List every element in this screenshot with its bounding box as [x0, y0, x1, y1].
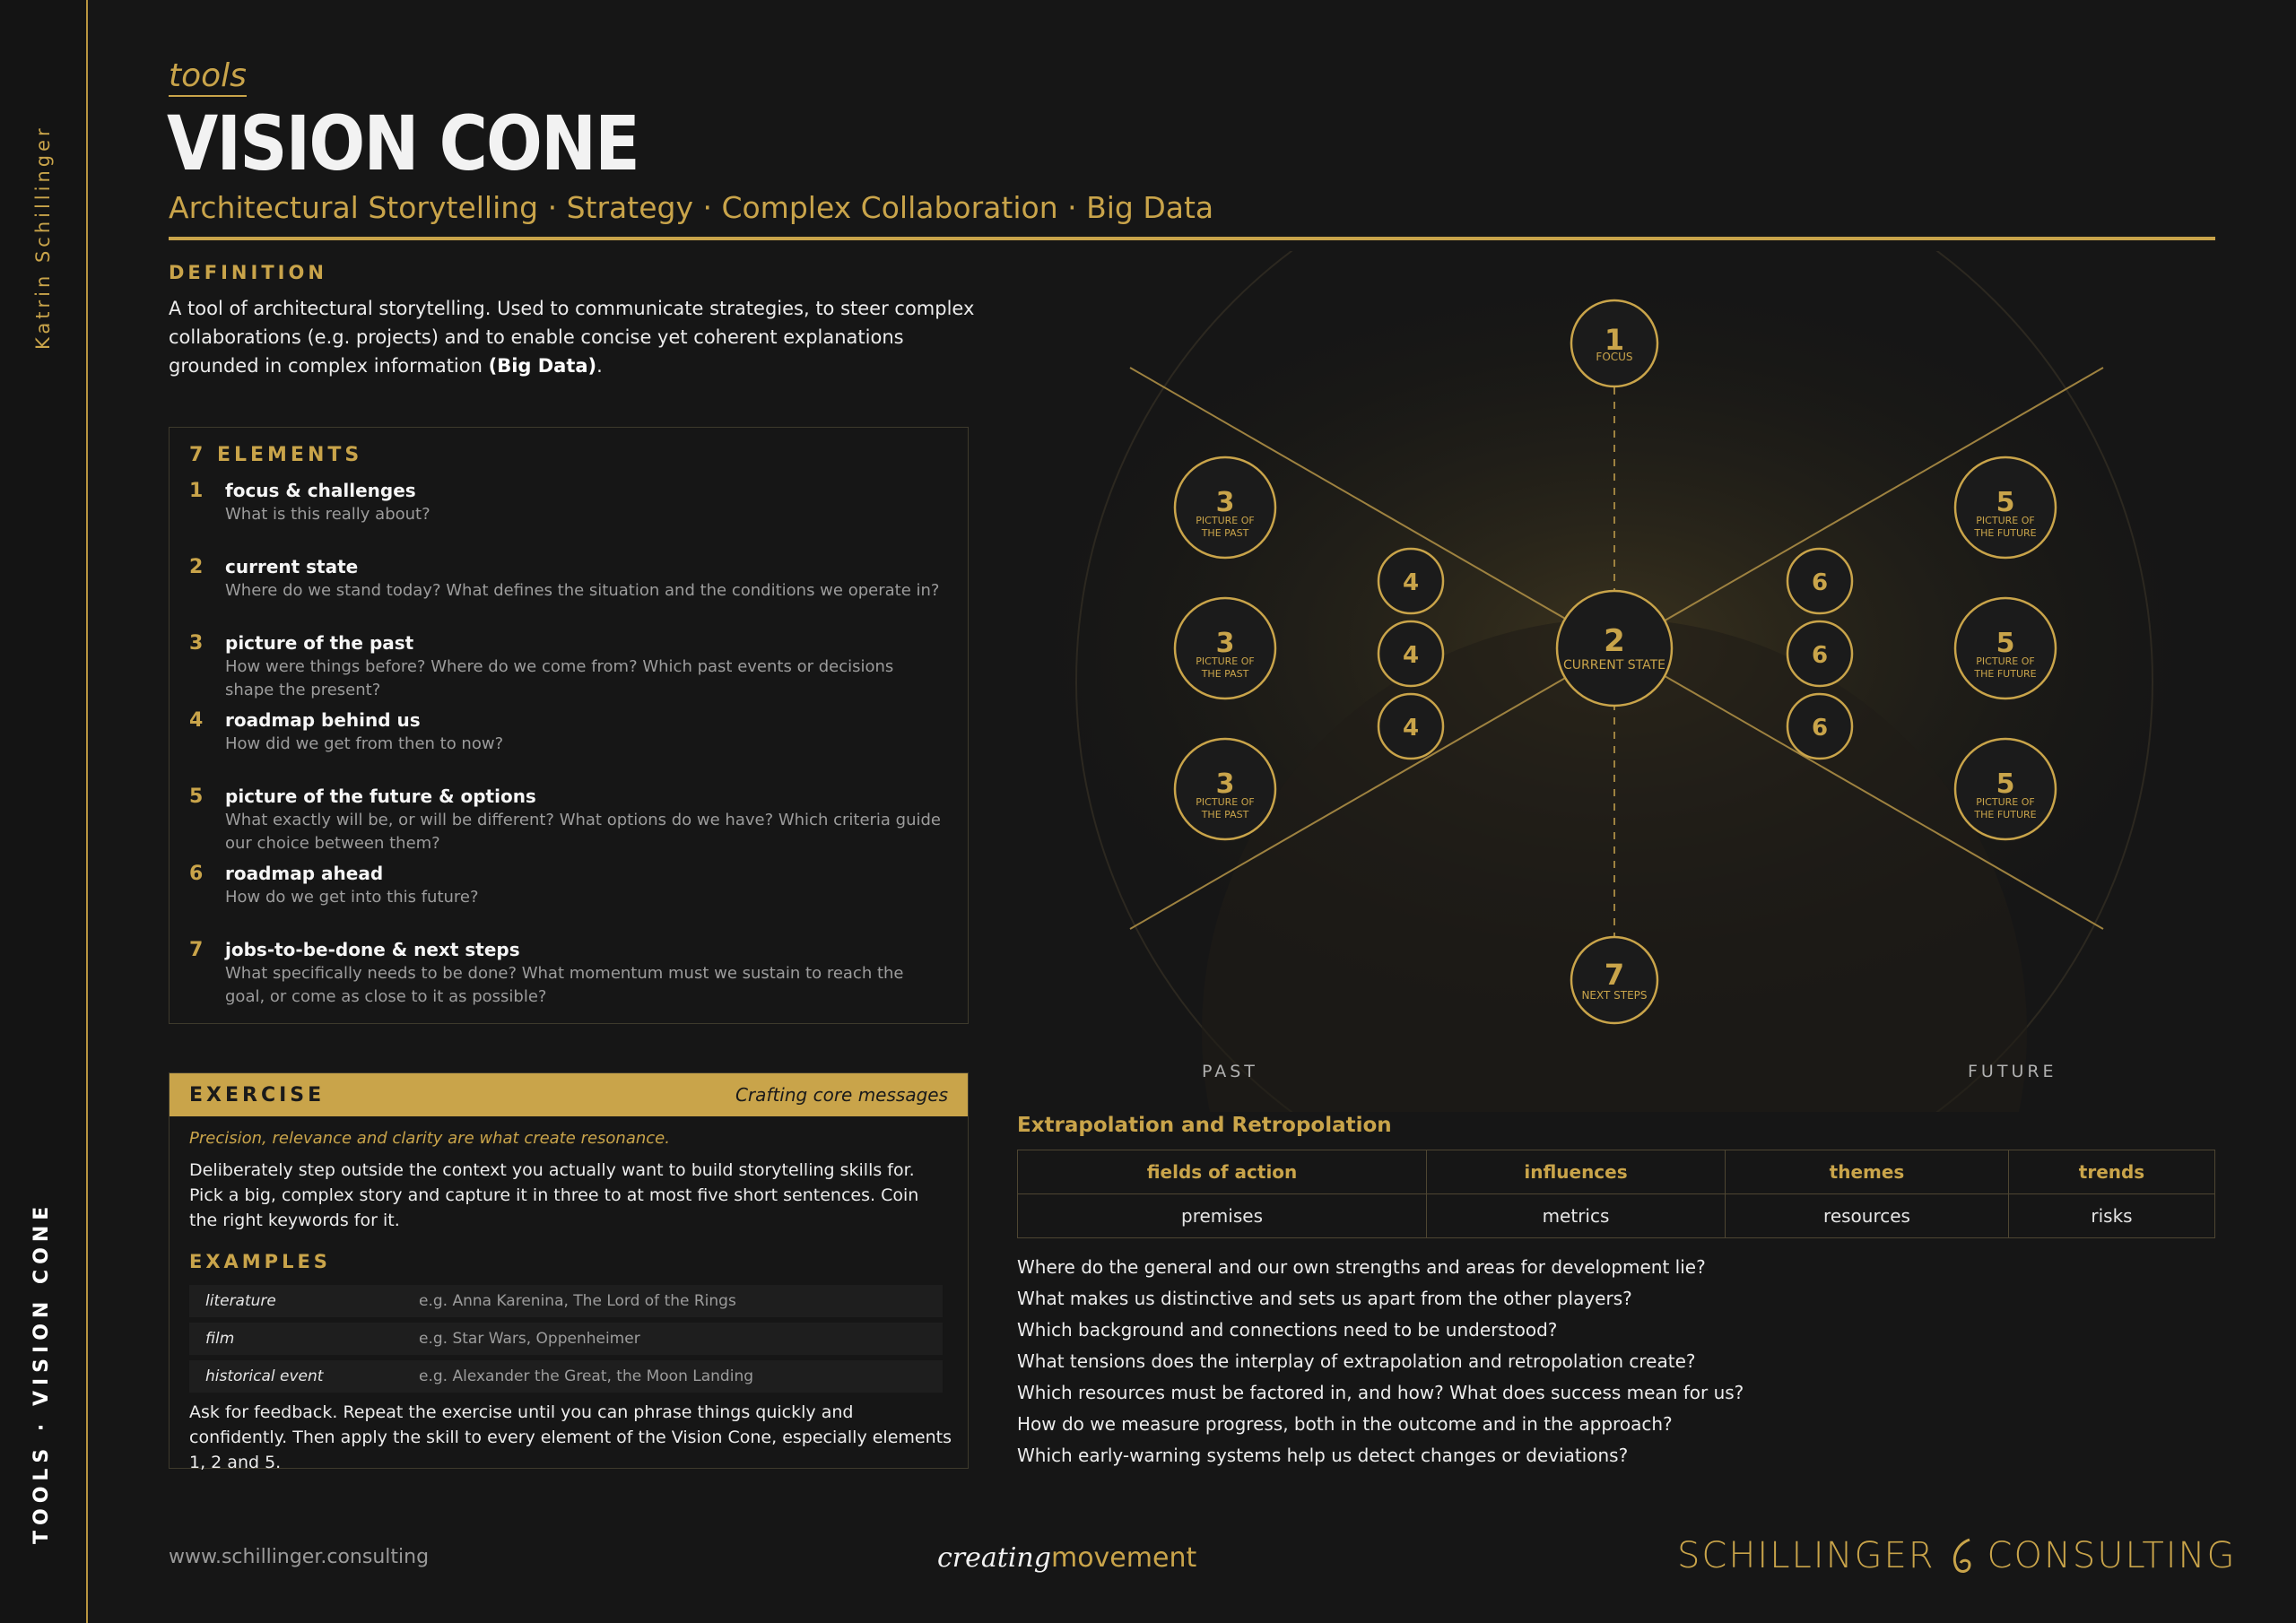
example-value: e.g. Anna Karenina, The Lord of the Rings: [419, 1292, 736, 1310]
definition-heading: DEFINITION: [169, 262, 327, 283]
node-picture-of-past: [1175, 457, 1275, 558]
svg-text:PICTURE OF: PICTURE OF: [1196, 796, 1255, 808]
element-description: Where do we stand today? What defines the situation and the conditions we operate in?: [225, 581, 940, 600]
svg-text:3: 3: [1215, 487, 1235, 518]
node-picture-of-future: [1955, 739, 2056, 839]
brand-name: SCHILLINGER: [1677, 1535, 1935, 1576]
list-item: How do we measure progress, both in the outcome and in the approach?: [1017, 1413, 1673, 1435]
list-item: Which resources must be factored in, and how? What does success mean for us?: [1017, 1382, 1744, 1403]
element-number: 5: [189, 785, 204, 808]
table-cell: risks: [2009, 1194, 2215, 1238]
node-picture-of-future: [1955, 457, 2056, 558]
element-title: focus & challenges: [225, 480, 416, 501]
svg-text:4: 4: [1402, 642, 1420, 669]
element-number: 2: [189, 556, 204, 578]
svg-text:PICTURE OF: PICTURE OF: [1976, 515, 2035, 526]
svg-text:PICTURE OF: PICTURE OF: [1196, 655, 1255, 667]
svg-text:THE FUTURE: THE FUTURE: [1974, 668, 2037, 680]
svg-text:PICTURE OF: PICTURE OF: [1976, 796, 2035, 808]
svg-text:4: 4: [1402, 715, 1420, 742]
vision-cone-diagram: [969, 251, 2260, 1112]
svg-text:PICTURE OF: PICTURE OF: [1976, 655, 2035, 667]
list-item: Which background and connections need to be understood?: [1017, 1319, 1558, 1341]
svg-text:THE FUTURE: THE FUTURE: [1974, 809, 2037, 820]
node-number: 1: [1604, 323, 1625, 357]
svg-text:4: 4: [1402, 569, 1420, 596]
extrapolation-table: [1017, 1150, 2215, 1238]
motto-movement: movement: [1050, 1542, 1197, 1574]
example-value: e.g. Alexander the Great, the Moon Landing: [419, 1367, 754, 1385]
list-item: What makes us distinctive and sets us apart from the other players?: [1017, 1288, 1632, 1309]
footer-motto: [937, 1542, 1196, 1574]
svg-text:3: 3: [1215, 768, 1235, 800]
example-row: [189, 1285, 943, 1317]
svg-text:6: 6: [1811, 642, 1829, 669]
footer-website-link[interactable]: www.schillinger.consulting: [169, 1546, 430, 1568]
element-description: What is this really about?: [225, 505, 430, 524]
header-divider: [169, 237, 2215, 240]
node-label: CURRENT STATE: [1562, 658, 1666, 673]
svg-text:THE PAST: THE PAST: [1201, 809, 1249, 820]
svg-text:THE PAST: THE PAST: [1201, 668, 1249, 680]
definition-body: A tool of architectural storytelling. Used to communicate strategies, to steer complex collaborations (e.g. projects) and to enable concise yet coherent explanations grounded in complex information: [169, 298, 975, 377]
node-number: 7: [1604, 958, 1625, 992]
definition-bold: (Big Data): [488, 355, 597, 377]
node-picture-of-past: [1175, 598, 1275, 699]
node-roadmap-behind: [1378, 694, 1443, 759]
element-description: How do we get into this future?: [225, 888, 479, 907]
elements-panel: [169, 427, 969, 1024]
past-label: PAST: [1202, 1062, 1258, 1081]
future-label: FUTURE: [1968, 1062, 2057, 1081]
element-title: picture of the past: [225, 632, 414, 654]
sidebar-section-label: TOOLS · VISION CONE: [30, 1201, 53, 1544]
extrapolation-heading: Extrapolation and Retropolation: [1017, 1114, 1392, 1137]
exercise-subtitle: Crafting core messages: [735, 1084, 948, 1106]
svg-text:THE PAST: THE PAST: [1201, 527, 1249, 539]
example-row: [189, 1360, 943, 1393]
example-key: literature: [205, 1292, 276, 1310]
element-number: 1: [189, 480, 204, 502]
element-title: current state: [225, 556, 359, 577]
sidebar-author: Katrin Schillinger: [32, 125, 54, 350]
node-number: 2: [1604, 623, 1625, 659]
sidebar: [0, 0, 88, 1623]
node-label: FOCUS: [1596, 351, 1633, 363]
table-header-cell: fields of action: [1018, 1150, 1427, 1194]
exercise-footer-text: Ask for feedback. Repeat the exercise until you can phrase things quickly and confidently. Then apply the skill to every element of the Vision Cone, especially elements 1, 2 and 5.: [189, 1402, 952, 1472]
exercise-header: [170, 1073, 968, 1116]
svg-text:5: 5: [1996, 487, 2015, 518]
svg-text:5: 5: [1996, 628, 2015, 659]
question-list: [1017, 1252, 1744, 1471]
list-item: What tensions does the interplay of extrapolation and retropolation create?: [1017, 1350, 1696, 1372]
example-key: film: [205, 1330, 235, 1348]
table-header-row: [1018, 1150, 2215, 1194]
node-picture-of-future: [1955, 598, 2056, 699]
table-cell: premises: [1018, 1194, 1427, 1238]
node-current-state: [1557, 591, 1672, 706]
element-description: What specifically needs to be done? What momentum must we sustain to reach the goal, or come as close to it as possible?: [225, 964, 904, 1006]
svg-text:5: 5: [1996, 768, 2015, 800]
elements-heading: 7 ELEMENTS: [189, 444, 363, 466]
element-description: How did we get from then to now?: [225, 734, 504, 753]
node-roadmap-ahead: [1787, 694, 1852, 759]
list-item: Where do the general and our own strengths and areas for development lie?: [1017, 1256, 1706, 1278]
node-next-steps: [1571, 937, 1657, 1023]
svg-text:THE FUTURE: THE FUTURE: [1974, 527, 2037, 539]
category-label: tools: [169, 59, 247, 97]
motto-creating: creating: [937, 1542, 1051, 1574]
node-label: NEXT STEPS: [1581, 989, 1648, 1002]
table-cell: resources: [1726, 1194, 2009, 1238]
element-description: What exactly will be, or will be different? What options do we have? Which criteria guide our choice between them?: [225, 811, 942, 853]
examples-heading: EXAMPLES: [189, 1251, 331, 1272]
exercise-body: Deliberately step outside the context you actually want to build storytelling skills for. Pick a big, complex story and capture it in three to at most five short sentences. Coin the right keywords for it.: [189, 1160, 919, 1230]
table-header-cell: themes: [1726, 1150, 2009, 1194]
definition-end: .: [596, 355, 603, 377]
svg-text:3: 3: [1215, 628, 1235, 659]
element-number: 3: [189, 632, 204, 655]
element-number: 6: [189, 863, 204, 885]
svg-text:PICTURE OF: PICTURE OF: [1196, 515, 1255, 526]
node-roadmap-behind: [1378, 621, 1443, 686]
exercise-panel: [169, 1072, 969, 1472]
element-title: jobs-to-be-done & next steps: [225, 939, 520, 960]
svg-text:6: 6: [1811, 715, 1829, 742]
node-focus: [1571, 300, 1657, 386]
page-title: VISION CONE: [167, 100, 639, 187]
brand-logo: [1677, 1535, 2236, 1576]
list-item: Which early-warning systems help us detect changes or deviations?: [1017, 1445, 1629, 1466]
node-roadmap-behind: [1378, 549, 1443, 613]
svg-text:6: 6: [1811, 569, 1829, 596]
brand-suffix: CONSULTING: [1987, 1535, 2237, 1576]
table-cell: metrics: [1427, 1194, 1726, 1238]
table-header-cell: trends: [2009, 1150, 2215, 1194]
element-title: roadmap ahead: [225, 863, 384, 884]
example-row: [189, 1323, 943, 1355]
example-value: e.g. Star Wars, Oppenheimer: [419, 1330, 640, 1348]
node-roadmap-ahead: [1787, 549, 1852, 613]
brand-swirl-icon: [1948, 1536, 1975, 1575]
element-title: picture of the future & options: [225, 785, 536, 807]
node-picture-of-past: [1175, 739, 1275, 839]
example-key: historical event: [205, 1367, 324, 1385]
table-header-cell: influences: [1427, 1150, 1726, 1194]
element-number: 7: [189, 939, 204, 961]
exercise-heading: EXERCISE: [189, 1083, 326, 1107]
definition-text: [169, 294, 976, 380]
element-number: 4: [189, 709, 204, 732]
table-row: [1018, 1194, 2215, 1238]
node-roadmap-ahead: [1787, 621, 1852, 686]
exercise-lead: Precision, relevance and clarity are what create resonance.: [189, 1129, 670, 1148]
element-description: How were things before? Where do we come from? Which past events or decisions shape the present?: [225, 657, 894, 699]
element-title: roadmap behind us: [225, 709, 421, 731]
page-subtitle: Architectural Storytelling · Strategy · Complex Collaboration · Big Data: [169, 190, 1214, 225]
